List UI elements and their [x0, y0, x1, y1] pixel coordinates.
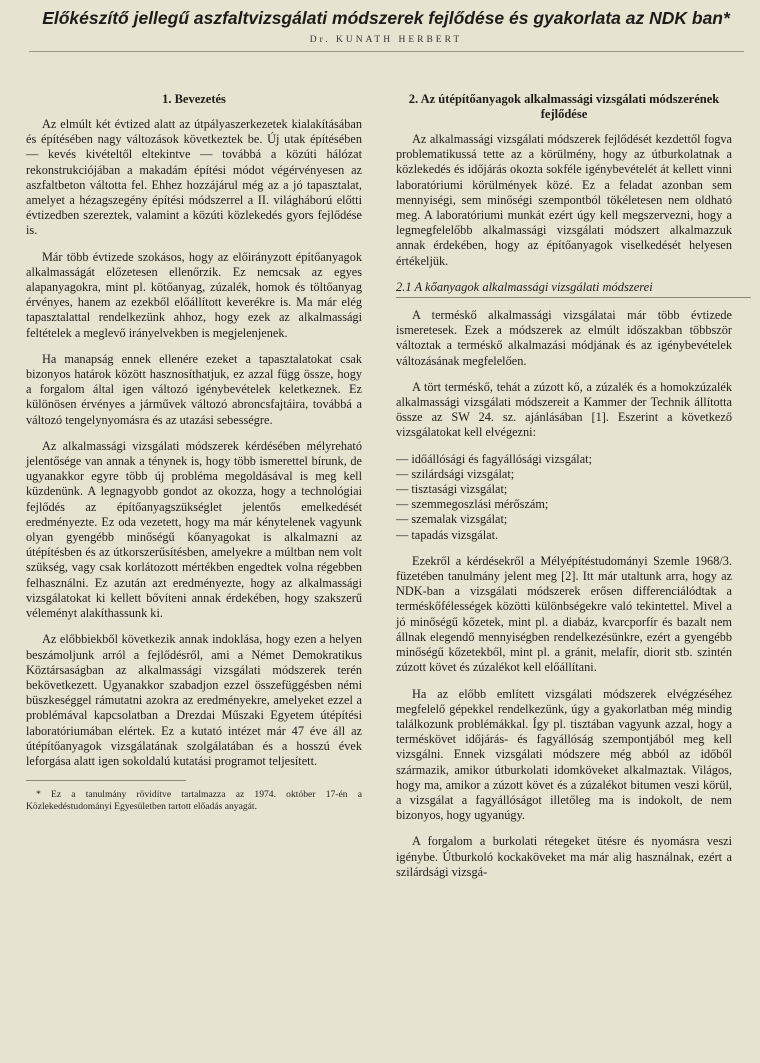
paragraph: Már több évtizede szokásos, hogy az előirányzott építőanyagok alkalmasságát előzetesen ellenőrzik. Ez nemcsak az egyes alapanyagokra, mint pl. kötőanyag, zúzalék, homok és töltőanyag érvényes, hanem az ezekből előállított keverékre is. Ma már elég tapasztalattal rendelkezünk ahhoz, hogy ezek az alkalmassági feltételek a meglevő irányelvekben is megjelenjenek.	[26, 249, 362, 340]
paragraph: Ha manapság ennek ellenére ezeket a tapasztalatokat csak bizonyos határok között hasznosíthatjuk, ez azzal függ össze, hogy a forgalom által igen változó igénybevételek keletkeznek. Ez különösen érvényes a járművek változó abroncsfajtáira, továbbá a változó tengelynyomásra és az utazási sebességre.	[26, 351, 362, 427]
section-heading-development: 2. Az útépítőanyagok alkalmassági vizsgálati módszerének fejlődése	[408, 92, 720, 121]
test-list	[396, 452, 732, 543]
footnote	[26, 780, 362, 812]
paragraph: A tört terméskő, tehát a zúzott kő, a zúzalék és a homokzúzalék alkalmassági vizsgálati módszereit a Kammer der Technik állította össze az SW 24. sz. ajánlásában [1]. Eszerint a következő vizsgálatokat kell elvégezni:	[396, 379, 732, 440]
paragraph: A terméskő alkalmassági vizsgálatai már több évtizede ismeretesek. Ezek a módszerek az elmúlt időszakban többször változtak a terméskő alkalmazási módjának és az igénybevételek változásának megfelelően.	[396, 308, 732, 368]
list-item: — szemalak vizsgálat;	[396, 512, 508, 527]
article-title: Előkészítő jellegű aszfaltvizsgálati módszerek fejlődése és gyakorlata az NDK ban*	[42, 8, 730, 28]
paragraph: Az elmúlt két évtized alatt az útpályaszerkezetek kialakításában és építésében nagy változások következtek be. Új utak építésében — kevés kivételtől eltekintve — továbbá a közúti hálózat rekonstrukciójában a makadám építési módot végérvényesen az aszfaltbeton váltotta fel. Ehhez hozzájárul még az a jó tapasztalat, amelyet a hézagszegény építési módszerrel a II. világháború előtti évtizedben szereztek, valamint a közúti közlekedés gyors fejlődése is.	[26, 117, 362, 238]
body-columns	[26, 92, 754, 1062]
paragraph: Az előbbiekből következik annak indoklása, hogy ezen a helyen beszámoljunk arról a fejlődésről, ami a Német Demokratikus Köztársaságban az alkalmassági vizsgálati módszerek terén bekövetkezett. Ugyanakkor szabadjon ezzel összefüggésben némi büszkeséggel rámutatni azokra az eredményekre, amelyeket ezzel a problémával kapcsolatban a Drezdai Műszaki Egyetem útépítési laboratóriumában elértek. Ez a kutató intézet már 47 éve áll az útépítőanyagok vizsgálatának szolgálatában és a hosszú évek leforgása alatt igen sokoldalú kutatási programot teljesített.	[26, 632, 362, 768]
list-item: — tisztasági vizsgálat;	[396, 482, 508, 497]
section-heading-introduction: 1. Bevezetés	[162, 92, 226, 106]
list-item: — időállósági és fagyállósági vizsgálat;	[396, 451, 593, 466]
paragraph: Az alkalmassági vizsgálati módszerek fejlődését kezdettől fogva problematikussá tette az a körülmény, hogy az útburkolatnak a közlekedés és időjárás okozta sokféle igénybevételét át kellett vinni laboratóriumi körülmények közé. Ez a feladat azonban sem mennyiségi, sem minőségi szempontból tökéletesen nem oldható meg. A laboratóriumi munkát ezért úgy kell megszervezni, hogy a legmegfelelőbb alkalmassági vizsgálati módszert alkalmazzuk annak érdekében, hogy az építőanyagok viselkedését helyesen értékeljük.	[396, 132, 732, 268]
footnote-text: * Ez a tanulmány rövidítve tartalmazza az 1974. október 17-én a Közlekedéstudományi Egyesületben tartott előadás anyagát.	[26, 789, 362, 812]
list-item: — szemmegoszlási mérőszám;	[396, 497, 549, 512]
list-item: — tapadás vizsgálat.	[396, 527, 499, 542]
paragraph: Ezekről a kérdésekről a Mélyépítéstudományi Szemle 1968/3. füzetében tanulmány jelent meg [2]. Itt már utaltunk arra, hogy az NDK-ban a vizsgálati módszerek erősen differenciálódtak a terméskőfélességek közötti különbségekre való tekintettel. Mivel a jó minőségű kőzetek, mint pl. a diabáz, kvarcporfír és bazalt nem állnak elegendő mennyiségben rendelkezésünkre, ezért a gyengébb minőségű kőzetekből, mint pl. a gránit, melafír, diorit stb. szintén zúzott követ és zúzalékot kell előállítani.	[396, 553, 732, 675]
left-column	[26, 92, 362, 812]
paragraph: Ha az előbb említett vizsgálati módszerek elvégzéséhez megfelelő gépekkel rendelkezünk, úgy a gyakorlatban még mindig találkozunk problémákkal. Így pl. tisztában vagyunk azzal, hogy a terméskövet időjárás- és fagyállóság szempontjából meg kell vizsgálni. Ennek vizsgálati módszere még abból az időből származik, amikor útburkolati idomköveket alkalmaztak. Világos, hogy ma, amikor a zúzott követ és a zúzalékot bitumen veszi körül, a vizsgálat a fagyállóságot illetőleg ma is indokolt, de nem bizonyos, hogy ugyanúgy.	[396, 686, 732, 823]
subsection-heading: 2.1 A kőanyagok alkalmassági vizsgálati módszerei	[396, 280, 751, 298]
author-divider	[29, 51, 744, 52]
author-line: Dr. KUNATH HERBERT	[309, 35, 463, 45]
paragraph: A forgalom a burkolati rétegeket ütésre és nyomásra veszi igénybe. Útburkoló kockaköveket ma már alig használnak, ezért a szilárdsági vizsgá-	[396, 834, 732, 879]
list-item: — szilárdsági vizsgálat;	[396, 466, 515, 481]
paragraph: Az alkalmassági vizsgálati módszerek kérdésében mélyreható jelentősége van annak a ténynek is, hogy több ismerettel bírunk, de ugyanakkor egyre több új probléma megoldásával is meg kell küzdenünk. A legnagyobb gondot az okozza, hogy a technológiai fejlődés az építőanyagszükséglet jelentős emelkedését eredményezte. Ez oda vezetett, hogy ma már kénytelenek vagyunk olyan gyengébb minőségű kőanyagokat is alkalmazni az útépítésben és az útkorszerűsítésben, amelyekre a múltban nem volt szükség, vagy csak korlátozott mértékben engedtek volna régebben felhasználni. Ez azután azt eredményezte, hogy az alkalmassági vizsgálatokat ki kellett bővíteni annak érdekében, hogy szakszerű véleményt alakíthassunk ki.	[26, 438, 362, 621]
right-column	[396, 92, 732, 891]
